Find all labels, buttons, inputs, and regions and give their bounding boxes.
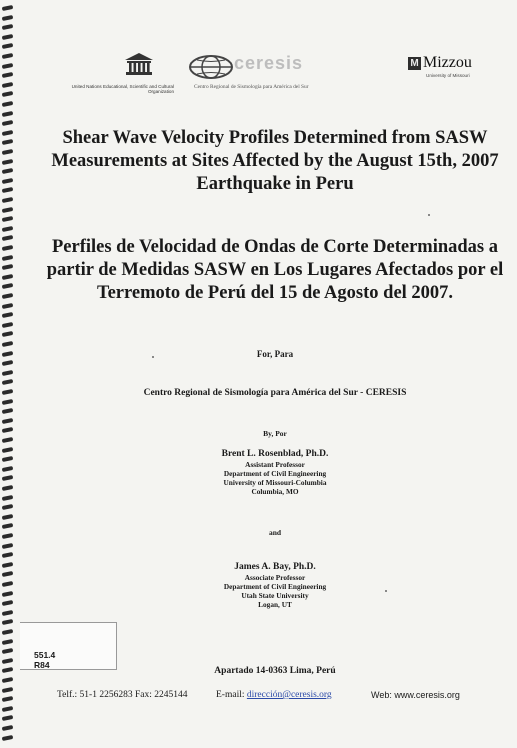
- binding-ring: [2, 245, 14, 251]
- binding-ring: [2, 571, 14, 577]
- speck: [385, 590, 387, 592]
- unesco-logo: [64, 52, 174, 94]
- binding-ring: [2, 437, 14, 443]
- binding-ring: [2, 706, 14, 712]
- author2-name: James A. Bay, Ph.D.: [234, 562, 316, 572]
- binding-ring: [2, 562, 14, 568]
- binding-ring: [2, 187, 14, 193]
- author2-title: Associate Professor: [244, 573, 306, 582]
- binding-ring: [2, 475, 14, 481]
- binding-ring: [2, 494, 14, 500]
- postal-address: Apartado 14-0363 Lima, Perú: [214, 666, 336, 676]
- binding-ring: [2, 648, 14, 654]
- binding-ring: [2, 485, 14, 491]
- binding-ring: [2, 734, 14, 740]
- mizzou-caption: University of Missouri: [426, 73, 470, 79]
- binding-ring: [2, 322, 14, 328]
- logo-row: [0, 52, 517, 102]
- ceresis-globe-icon: [188, 54, 234, 80]
- organization-name: Centro Regional de Sismología para América del Sur - CERESIS: [143, 388, 407, 398]
- binding-ring: [2, 389, 14, 395]
- binding-ring: [2, 43, 14, 49]
- website: Web: www.ceresis.org: [371, 690, 460, 700]
- binding-ring: [2, 446, 14, 452]
- binding-ring: [2, 24, 14, 30]
- email-block: [216, 690, 332, 700]
- binding-ring: [2, 542, 14, 548]
- binding-ring: [2, 360, 14, 366]
- binding-ring: [2, 715, 14, 721]
- mizzou-logo: [408, 54, 492, 78]
- library-call-number-label: [20, 622, 117, 670]
- binding-ring: [2, 14, 14, 20]
- binding-ring: [2, 110, 14, 116]
- and-label: and: [268, 528, 282, 537]
- binding-ring: [2, 34, 14, 40]
- binding-ring: [2, 638, 14, 644]
- phone-fax: Telf.: 51-1 2256283 Fax: 2245144: [57, 690, 188, 700]
- ceresis-wordmark: ceresis: [234, 53, 304, 73]
- binding-ring: [2, 427, 14, 433]
- binding-ring: [2, 130, 14, 136]
- binding-ring: [2, 312, 14, 318]
- binding-ring: [2, 254, 14, 260]
- author1-block: [40, 449, 510, 496]
- binding-ring: [2, 610, 14, 616]
- author1-city: Columbia, MO: [251, 487, 299, 496]
- mizzou-wordmark: Mizzou: [423, 54, 472, 72]
- binding-ring: [2, 350, 14, 356]
- call-number-line1: 551.4: [34, 650, 56, 660]
- binding-ring: [2, 302, 14, 308]
- mizzou-m-icon: M: [408, 57, 421, 70]
- binding-ring: [2, 466, 14, 472]
- author2-block: [40, 562, 510, 609]
- binding-ring: [2, 456, 14, 462]
- unesco-caption: United Nations Educational, Scientific and Cultural Organization: [71, 84, 174, 94]
- binding-ring: [2, 667, 14, 673]
- binding-ring: [2, 581, 14, 587]
- author2-dept: Department of Civil Engineering: [223, 582, 327, 591]
- binding-ring: [2, 120, 14, 126]
- speck: [428, 214, 430, 216]
- call-number-line2: R84: [34, 660, 50, 670]
- author1-title: Assistant Professor: [245, 460, 305, 469]
- binding-ring: [2, 178, 14, 184]
- binding-ring: [2, 696, 14, 702]
- binding-ring: [2, 264, 14, 270]
- for-label: For, Para: [256, 349, 294, 359]
- binding-ring: [2, 379, 14, 385]
- binding-ring: [2, 408, 14, 414]
- binding-ring: [2, 197, 14, 203]
- binding-ring: [2, 370, 14, 376]
- author2-univ: Utah State University: [241, 591, 309, 600]
- binding-ring: [2, 504, 14, 510]
- binding-ring: [2, 677, 14, 683]
- binding-ring: [2, 658, 14, 664]
- binding-ring: [2, 619, 14, 625]
- author1-name: Brent L. Rosenblad, Ph.D.: [221, 449, 329, 459]
- binding-ring: [2, 523, 14, 529]
- binding-ring: [2, 139, 14, 145]
- author1-dept: Department of Civil Engineering: [223, 469, 327, 478]
- unesco-temple-icon: [124, 52, 154, 76]
- spiral-binding: [0, 0, 16, 748]
- binding-ring: [2, 226, 14, 232]
- binding-ring: [2, 398, 14, 404]
- binding-ring: [2, 725, 14, 731]
- binding-ring: [2, 629, 14, 635]
- by-label: By, Por: [263, 429, 287, 438]
- author1-univ: University of Missouri-Columbia: [223, 478, 327, 487]
- binding-ring: [2, 686, 14, 692]
- binding-ring: [2, 533, 14, 539]
- binding-ring: [2, 206, 14, 212]
- binding-ring: [2, 158, 14, 164]
- binding-ring: [2, 600, 14, 606]
- binding-ring: [2, 235, 14, 241]
- email-label: E-mail:: [216, 690, 245, 700]
- email-link[interactable]: dirección@ceresis.org: [246, 690, 332, 700]
- author2-city: Logan, UT: [258, 600, 292, 609]
- title-english: Shear Wave Velocity Profiles Determined from SASW Measurements at Sites Affected by the August 15th, 2007 Earthquake in Peru: [51, 128, 499, 194]
- binding-ring: [2, 168, 14, 174]
- speck: [152, 356, 154, 358]
- binding-ring: [2, 341, 14, 347]
- binding-ring: [2, 216, 14, 222]
- binding-ring: [2, 331, 14, 337]
- binding-ring: [2, 283, 14, 289]
- binding-ring: [2, 514, 14, 520]
- ceresis-caption: Centro Regional de Sismología para América del Sur: [194, 84, 309, 90]
- binding-ring: [2, 590, 14, 596]
- binding-ring: [2, 418, 14, 424]
- binding-ring: [2, 552, 14, 558]
- binding-ring: [2, 149, 14, 155]
- binding-ring: [2, 274, 14, 280]
- binding-ring: [2, 293, 14, 299]
- binding-ring: [2, 5, 14, 11]
- title-spanish: Perfiles de Velocidad de Ondas de Corte Determinadas a partir de Medidas SASW en Los Lugares Afectados por el Terremoto de Perú del 15 de Agosto del 2007.: [46, 237, 504, 303]
